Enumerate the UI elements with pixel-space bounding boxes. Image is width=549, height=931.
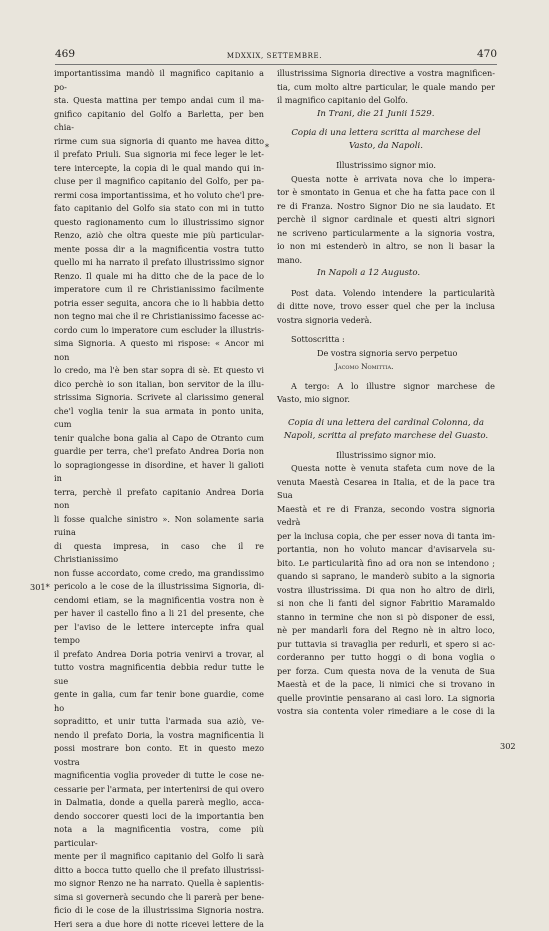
text-line: ne scriveno particularmente a la signoria vostra, — [277, 227, 495, 241]
text-line: mano. — [277, 254, 495, 268]
text-line: tere intercepte, la copia di le qual mando qui in- — [54, 162, 264, 176]
text-line: di questa impresa, in caso che il re Christianissimo — [54, 540, 264, 567]
text-line: Vasto, mio signor. — [277, 393, 495, 407]
text-line: venuta Maestà Cesarea in Italia, et de la pace tra Sua — [277, 476, 495, 503]
text-line: tutto vostra magnificentia debbia redur tutte le sue — [54, 661, 264, 688]
text-line: sta. Questa mattina per tempo andai cum il ma- — [54, 94, 264, 108]
text-line: Questa notte è arrivata nova che lo impera- — [277, 173, 495, 187]
text-line: nota a la magnificentia vostra, come più particular- — [54, 823, 264, 850]
dateline-trani: In Trani, die 21 Junii 1529. — [277, 108, 495, 122]
header-rule — [55, 64, 497, 65]
text-line: Renzo. Il quale mi ha ditto che de la pace de lo — [54, 270, 264, 284]
text-line: tia, cum molto altre particular, le quale mando per — [277, 81, 495, 95]
text-line: vostra illustrissima. Di qua non ho altro de dirli, — [277, 584, 495, 598]
text-line: Post data. Volendo intendere la particularità — [277, 287, 495, 301]
text-line: il prefato Andrea Doria potria venirvi a trovar, al — [54, 648, 264, 662]
text-line: terra, perchè il prefato capitanio Andrea Doria non — [54, 486, 264, 513]
text-line: in Dalmatia, donde a quella parerà meglio, acca- — [54, 796, 264, 810]
text-line: importantissima mandò il magnifico capitanio a po- — [54, 67, 264, 94]
tergo-paragraph — [277, 380, 495, 407]
text-line: non tegno mai che il re Christianissimo facesse ac- — [54, 310, 264, 324]
text-line: io non mi estenderò in altro, se non li basar la — [277, 240, 495, 254]
text-line: illustrissima Signoria directive a vostra magnificen- — [277, 67, 495, 81]
left-column — [54, 67, 264, 931]
text-line: lo credo, ma l'è ben star sopra di sè. Et questo vi — [54, 364, 264, 378]
text-line: stanno in termine che non si pò disponer de essi, — [277, 611, 495, 625]
text-line: per la inclusa copia, che per esser nova di tanta im- — [277, 530, 495, 544]
text-line: guardie per terra, che'l prefato Andrea Doria non — [54, 445, 264, 459]
margin-number-left: 301* — [30, 582, 50, 592]
text-line: tenir qualche bona galia al Capo de Otranto cum — [54, 432, 264, 446]
text-line: per haver il castello fino a li 21 del presente, che — [54, 607, 264, 621]
right-column — [277, 67, 495, 719]
text-line: tor è smontato in Genua et che ha fatta pace con il — [277, 186, 495, 200]
text-line: A tergo: A lo illustre signor marchese de — [277, 380, 495, 394]
text-line: mente per il magnifico capitanio del Golfo li sarà — [54, 850, 264, 864]
signature-line: De vostra signoria servo perpetuo — [277, 347, 495, 361]
text-line: fato capitanio del Golfo sia stato con mi in tutto — [54, 202, 264, 216]
text-line: cordo cum lo imperatore cum escluder la illustris- — [54, 324, 264, 338]
text-line: per l'aviso de le lettere intercepte infra qual tempo — [54, 621, 264, 648]
text-line: rirme cum sua signoria di quanto me havea ditto — [54, 135, 264, 149]
signature-name: Jacomo Nomittia. — [277, 360, 495, 374]
text-line: ficio di le cose de la illustrissima Signoria nostra. — [54, 904, 264, 918]
text-line: gnifico capitanio del Golfo a Barletta, per ben chia- — [54, 108, 264, 135]
text-line: Maestà et re di Franza, secondo vostra signoria vedrà — [277, 503, 495, 530]
text-line: re di Franza. Nostro Signor Dio ne sia laudato. Et — [277, 200, 495, 214]
text-line: Questa notte è venuta stafeta cum nove de la — [277, 462, 495, 476]
text-line: Maestà et de la pace, li nimici che si trovano in — [277, 678, 495, 692]
text-line: mente possa dir a la magnificentia vostra tutto — [54, 243, 264, 257]
letter-heading-2: Copia di una lettera del cardinal Colonna, da Napoli, scritta al prefato marchese del Guasto. — [277, 417, 495, 443]
text-line: pericolo a le cose de la illustrissima Signoria, di- — [54, 580, 264, 594]
text-line: possi mostrare bon conto. Et in questo mezo vostra — [54, 742, 264, 769]
text-line: cessarie per l'armata, per intertenirsi de qui overo — [54, 783, 264, 797]
text-line: il prefato Priuli. Sua signoria mi fece leger le let- — [54, 148, 264, 162]
text-line: dendo soccorer questi loci de la importantia ben — [54, 810, 264, 824]
text-line: vostra signoria vederà. — [277, 314, 495, 328]
text-line: sima si governerà secundo che li parerà per bene- — [54, 891, 264, 905]
text-line: il magnifico capitanio del Golfo. — [277, 94, 495, 108]
letter-1-body — [277, 173, 495, 268]
intro-paragraph — [277, 67, 495, 108]
text-line: pur tuttavia si travaglia per redurli, et spero si ac- — [277, 638, 495, 652]
text-line: mo signor Renzo ne ha narrato. Quella è sapientis- — [54, 877, 264, 891]
right-page-number: 470 — [477, 48, 497, 60]
text-line: Heri sera a due hore di notte ricevei lettere de la — [54, 918, 264, 931]
left-page-number: 469 — [55, 48, 75, 60]
text-line: quello mi ha narrato il prefato illustrissimo signor — [54, 256, 264, 270]
salutation-1: Illustrissimo signor mio. — [277, 159, 495, 173]
text-line: perchè il signor cardinale et questi altri signori — [277, 213, 495, 227]
text-line: sopraditto, et unir tutta l'armada sua aziò, ve- — [54, 715, 264, 729]
text-line: quando si saprano, le manderò subito a la signoria — [277, 570, 495, 584]
sottoscritta-label: Sottoscritta : — [277, 333, 495, 347]
text-line: lo sopragiongesse in disordine, et haver li galioti in — [54, 459, 264, 486]
text-line: Renzo, aziò che oltra queste mie più particular- — [54, 229, 264, 243]
letter-2-body — [277, 462, 495, 719]
text-line: magnificentia voglia proveder di tutte le cose ne- — [54, 769, 264, 783]
text-line: nè per mandarli fora del Regno nè in altro loco, — [277, 624, 495, 638]
text-line: imperatore cum il re Christianissimo facilmente — [54, 283, 264, 297]
letter-heading-1: Copia di una lettera scritta al marchese del Vasto, da Napoli. — [277, 127, 495, 153]
salutation-2: Illustrissimo signor mio. — [277, 449, 495, 463]
text-line: bito. Le particularità fino ad ora non se intendono ; — [277, 557, 495, 571]
text-line: dico perchè io son italian, bon servitor de la illu- — [54, 378, 264, 392]
dateline-napoli: In Napoli a 12 Augusto. — [277, 267, 495, 281]
text-line: cendomi etiam, se la magnificentia vostra non è — [54, 594, 264, 608]
text-line: vostra sia contenta voler rimediare a le cose di la — [277, 705, 495, 719]
postdata-paragraph — [277, 287, 495, 328]
text-line: di ditte nove, trovo esser quel che per la inclusa — [277, 300, 495, 314]
text-line: potria esser seguita, ancora che io li habbia detto — [54, 297, 264, 311]
text-line: nendo il prefato Doria, la vostra magnificentia li — [54, 729, 264, 743]
text-line: si non che li fanti del signor Fabritio Maramaldo — [277, 597, 495, 611]
text-line: rermi cosa importantissima, et ho voluto che'l pre- — [54, 189, 264, 203]
text-line: che'l voglia tenir la sua armata in ponto unita, cum — [54, 405, 264, 432]
margin-number-right: 302 — [500, 741, 516, 751]
text-line: cluse per il magnifico capitanio del Golfo, per pa- — [54, 175, 264, 189]
text-line: li fosse qualche sinistro ». Non solamente saria ruina — [54, 513, 264, 540]
text-line: strissima Signoria. Scrivete al clarissimo general — [54, 391, 264, 405]
text-line: portantia, non ho voluto mancar d'avisarvela su- — [277, 543, 495, 557]
running-title: MDXXIX, SETTEMBRE. — [0, 52, 549, 60]
text-line: ditto a bocca tutto quello che il prefato illustrissi- — [54, 864, 264, 878]
text-line: non fusse accordato, come credo, ma grandissimo — [54, 567, 264, 581]
margin-star: * — [265, 143, 269, 152]
text-line: quelle provintie pensarano ai casi loro. La signoria — [277, 692, 495, 706]
text-line: gente in galia, cum far tenir bone guardie, come ho — [54, 688, 264, 715]
text-line: questo ragionamento cum lo illustrissimo signor — [54, 216, 264, 230]
text-line: corderanno per tutto hoggi o di bona voglia o — [277, 651, 495, 665]
text-line: per forza. Cum questa nova de la venuta de Sua — [277, 665, 495, 679]
text-line: sima Signoria. A questo mi rispose: « Ancor mi non — [54, 337, 264, 364]
